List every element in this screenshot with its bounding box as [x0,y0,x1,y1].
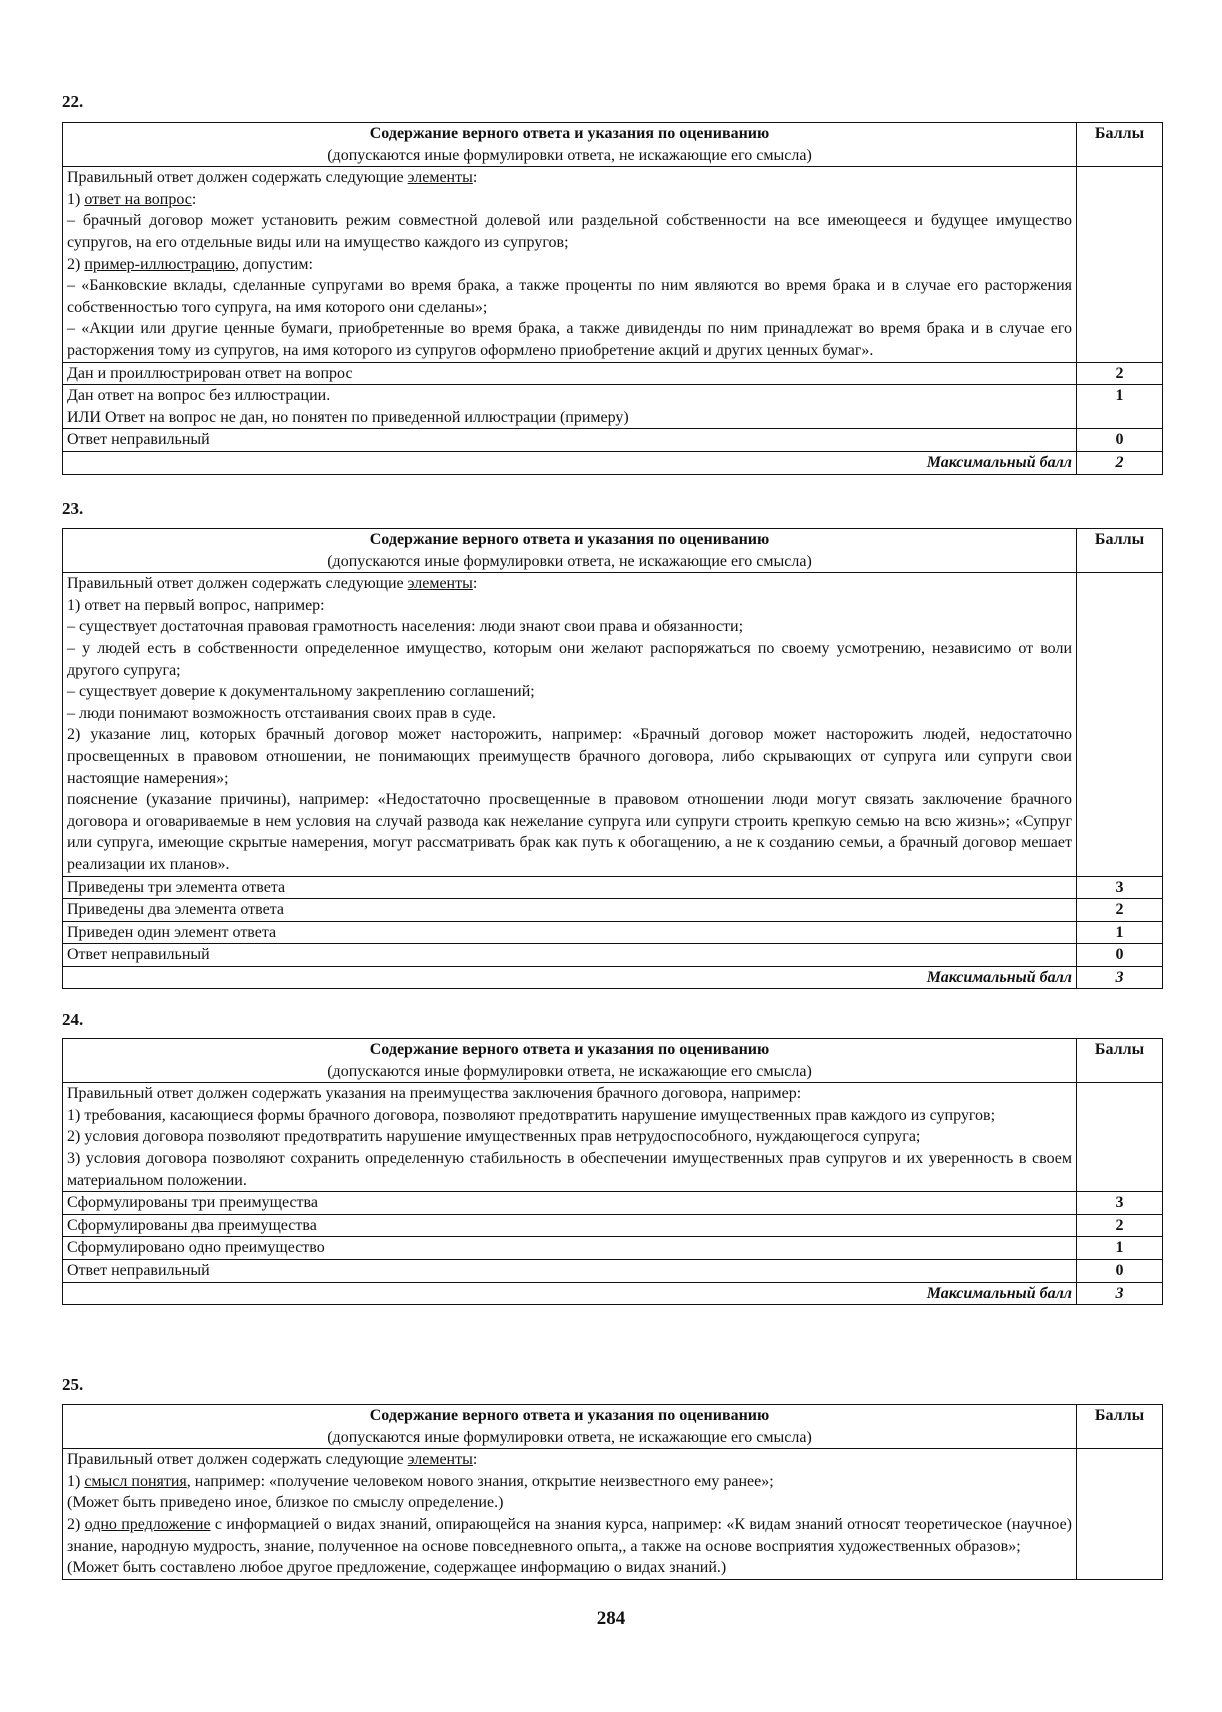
max-value: 3 [1077,966,1163,989]
points-header: Баллы [1077,1039,1163,1083]
max-label: Максимальный балл [63,451,1077,474]
page-number: 284 [596,1608,626,1629]
answer-line: – у людей есть в собственности определенное имущество, которым они желают распоряжаться по своему усмотрению, независимо от воли другого супруга; [67,639,1072,679]
answer-line: – существует достаточная правовая грамотность населения: люди знают свои права и обязанности; [67,618,744,636]
answer-line: 3) условия договора позволяют сохранить определенную стабильность в обеспечении имущественных прав супругов и их уверенность в своем материальном положении. [67,1149,1072,1189]
answer-line: пояснение (указание причины), например: «Недостаточно просвещенные в правовом отношении люди могут связать заключение брачного договора и оговариваемые в нем условия на случай развода как нежелание супруга или супруги строить крепкую семью на всю жизнь»; «Супруг или супруга, имеющие скрытые намерения, могут рассматривать брак как путь к обогащению, а не к созданию семьи, а брачный договор мешает реализации их планов». [67,791,1072,873]
answer-line: Правильный ответ должен содержать следующие элементы: [67,169,478,187]
answer-row [63,167,1163,362]
score-value: 1 [1077,1237,1163,1260]
score-row [63,921,1163,944]
score-row [63,1214,1163,1237]
answer-line: 1) ответ на первый вопрос, например: [67,596,325,614]
score-value: 0 [1077,429,1163,452]
answer-line: (Может быть приведено иное, близкое по смыслу определение.) [67,1494,504,1512]
score-row [63,899,1163,922]
max-label: Максимальный балл [63,966,1077,989]
max-value: 3 [1077,1282,1163,1305]
table-header-row [63,529,1163,573]
score-criterion: Ответ неправильный [63,429,1077,452]
score-row [63,362,1163,385]
empty-points-cell [1077,1449,1163,1580]
question-number-24: 24. [62,1010,84,1029]
empty-points-cell [1077,167,1163,362]
answer-line: Правильный ответ должен содержать следующие элементы: [67,1451,478,1469]
answer-line: 2) указание лиц, которых брачный договор может насторожить, например: «Брачный договор может насторожить людей, недостаточно просвещенных в правовом отношении, не понимающих преимуществ брачного договора, либо скрывающих от супруга или супруги свои настоящие намерения»; [67,726,1072,787]
score-criterion: Дан ответ на вопрос без иллюстрации. ИЛИ Ответ на вопрос не дан, но понятен по приведенной иллюстрации (примеру) [63,385,1077,429]
answer-row [63,1083,1163,1192]
answer-line: – существует доверие к документальному закреплению соглашений; [67,683,535,701]
answer-line: Правильный ответ должен содержать указания на преимущества заключения брачного договора, например: [67,1085,802,1103]
answer-line: 2) пример-иллюстрацию, допустим: [67,255,313,273]
answer-row [63,573,1163,876]
header-cell [63,529,1077,573]
header-title: Содержание верного ответа и указания по оцениванию [369,1041,770,1058]
empty-points-cell [1077,1083,1163,1192]
score-value: 3 [1077,876,1163,899]
answer-content [63,167,1077,362]
score-row [63,429,1163,452]
header-subtitle: (допускаются иные формулировки ответа, не искажающие его смысла) [327,1062,812,1080]
max-value: 2 [1077,451,1163,474]
score-criterion: Приведены три элемента ответа [63,876,1077,899]
table-header-row [63,123,1163,167]
answer-line: Правильный ответ должен содержать следующие элементы: [67,575,478,593]
score-value: 3 [1077,1192,1163,1215]
score-row [63,1192,1163,1215]
score-row [63,1237,1163,1260]
criteria-table-22 [62,122,1163,475]
question-number-22: 22. [62,92,84,111]
answer-content [63,1083,1077,1192]
max-row [63,1282,1163,1305]
score-criterion: Приведены два элемента ответа [63,899,1077,922]
table-header-row [63,1405,1163,1449]
score-row [63,876,1163,899]
score-row [63,1259,1163,1282]
question-number-23: 23. [62,499,84,518]
points-header: Баллы [1077,529,1163,573]
header-cell [63,1039,1077,1083]
score-row [63,944,1163,967]
score-value: 0 [1077,1259,1163,1282]
answer-content [63,573,1077,876]
score-value: 2 [1077,362,1163,385]
answer-row [63,1449,1163,1580]
score-criterion: Сформулированы три преимущества [63,1192,1077,1215]
header-subtitle: (допускаются иные формулировки ответа, не искажающие его смысла) [327,1428,812,1446]
header-title: Содержание верного ответа и указания по оцениванию [369,125,770,142]
empty-points-cell [1077,573,1163,876]
score-criterion: Ответ неправильный [63,1259,1077,1282]
answer-line: (Может быть составлено любое другое предложение, содержащее информацию о видах знаний.) [67,1559,727,1577]
points-header: Баллы [1077,1405,1163,1449]
points-header: Баллы [1077,123,1163,167]
answer-line: 1) ответ на вопрос: [67,190,197,208]
max-row [63,966,1163,989]
score-criterion: Ответ неправильный [63,944,1077,967]
score-value: 0 [1077,944,1163,967]
header-title: Содержание верного ответа и указания по оцениванию [369,531,770,548]
answer-line: 2) одно предложение с информацией о видах знаний, опирающейся на знания курса, например: «К видам знаний относят теоретическое (научное) знание, народную мудрость, знание, полученное на основе повседневного опыта,, а также на основе восприятия художественных образов»; [67,1515,1073,1555]
criteria-table-23 [62,528,1163,989]
score-value: 1 [1077,921,1163,944]
answer-line: 2) условия договора позволяют предотвратить нарушение имущественных прав нетрудоспособного, нуждающегося супруга; [67,1128,921,1146]
criteria-table-25 [62,1404,1163,1580]
max-row [63,451,1163,474]
answer-line: – брачный договор может установить режим совместной долевой или раздельной собственности на все имеющееся и будущее имущество супругов, на его отдельные виды или на имущество каждого из супругов; [67,212,1072,251]
header-title: Содержание верного ответа и указания по оцениванию [369,1407,770,1424]
score-value: 2 [1077,899,1163,922]
header-cell [63,123,1077,167]
score-value: 2 [1077,1214,1163,1237]
answer-line: 1) требования, касающиеся формы брачного договора, позволяют предотвратить нарушение имущественных прав каждого из супругов; [67,1106,996,1124]
answer-line: – люди понимают возможность отстаивания своих прав в суде. [67,704,496,722]
answer-line: 1) смысл понятия, например: «получение человеком нового знания, открытие неизвестного ему ранее»; [67,1472,774,1490]
answer-line: – «Акции или другие ценные бумаги, приобретенные во время брака, а также дивиденды по ним принадлежат во время брака и в случае его расторжения тому из супругов, на имя которого из супругов оформлено приобретение акций и других ценных бумаг». [67,320,1072,359]
score-value: 1 [1077,385,1163,429]
score-criterion: Дан и проиллюстрирован ответ на вопрос [63,362,1077,385]
score-row [63,385,1163,429]
max-label: Максимальный балл [63,1282,1077,1305]
score-criterion: Сформулированы два преимущества [63,1214,1077,1237]
score-criterion: Приведен один элемент ответа [63,921,1077,944]
answer-content [63,1449,1077,1580]
header-cell [63,1405,1077,1449]
criteria-table-24 [62,1038,1163,1305]
score-criterion: Сформулировано одно преимущество [63,1237,1077,1260]
question-number-25: 25. [62,1375,84,1394]
table-header-row [63,1039,1163,1083]
header-subtitle: (допускаются иные формулировки ответа, не искажающие его смысла) [327,146,812,164]
answer-line: – «Банковские вклады, сделанные супругами во время брака, а также проценты по ним являются во время брака и в случае его расторжения собственностью того супруга, на имя которого они сделаны»; [67,277,1072,316]
header-subtitle: (допускаются иные формулировки ответа, не искажающие его смысла) [327,552,812,570]
